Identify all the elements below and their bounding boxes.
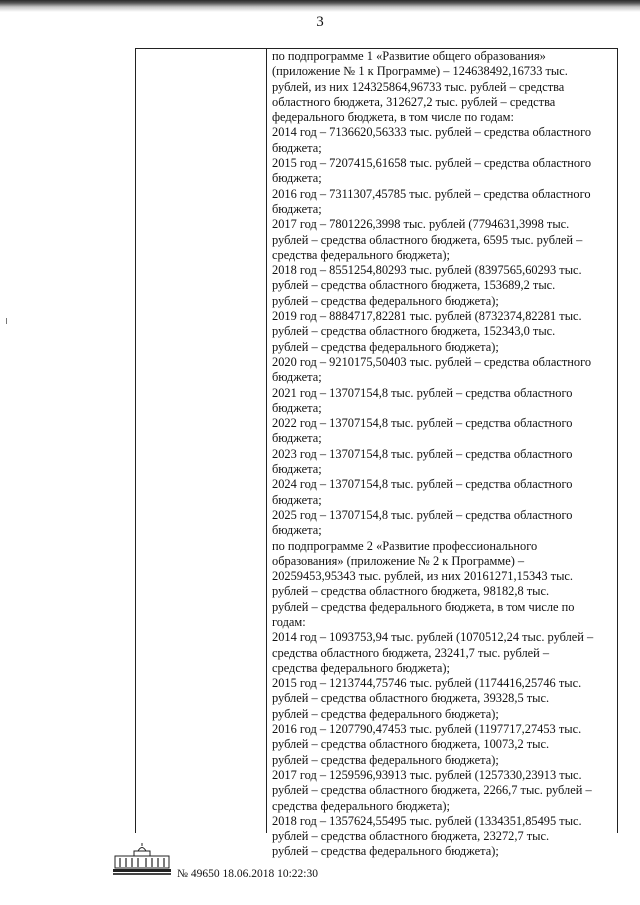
text-line: по подпрограмме 1 «Развитие общего образования» [272, 49, 546, 63]
text-line: 2022 год – 13707154,8 тыс. рублей – средства областного [272, 416, 573, 431]
text-line: 2014 год – 7136620,56333 тыс. рублей – средства областного [272, 125, 592, 140]
text-line: федерального бюджета, в том числе по годам: [272, 110, 514, 125]
text-line: 2021 год – 13707154,8 тыс. рублей – средства областного [272, 385, 573, 400]
text-line: по подпрограмме 2 «Развитие профессионального [272, 538, 538, 553]
government-building-stamp-icon [112, 842, 172, 876]
text-line: 2020 год – 9210175,50403 тыс. рублей – средства областного [272, 354, 592, 369]
text-line: рублей – средства областного бюджета, 23272,7 тыс. [272, 829, 550, 844]
text-line: рублей, из них 124325864,96733 тыс. рублей – средства [272, 79, 565, 94]
text-line: 2018 год – 8551254,80293 тыс. рублей (8397565,60293 тыс. [272, 263, 582, 278]
text-line: 2014 год – 1093753,94 тыс. рублей (1070512,24 тыс. рублей – [272, 630, 594, 645]
text-line: рублей – средства областного бюджета, 153689,2 тыс. [272, 278, 556, 293]
text-line: 20259453,95343 тыс. рублей, из них 20161271,15343 тыс. [272, 569, 573, 584]
text-line: 2019 год – 8884717,82281 тыс. рублей (8732374,82281 тыс. [272, 309, 582, 324]
text-line: рублей – средства областного бюджета, 10073,2 тыс. [272, 737, 550, 752]
text-line: бюджета; [272, 370, 322, 385]
table-column-divider [266, 48, 267, 833]
text-line: рублей – средства федерального бюджета); [272, 752, 499, 767]
text-line: рублей – средства федерального бюджета); [272, 706, 499, 721]
text-line: рублей – средства федерального бюджета); [272, 844, 499, 859]
text-line: 2024 год – 13707154,8 тыс. рублей – средства областного [272, 477, 573, 492]
text-line: бюджета; [272, 171, 322, 186]
scan-top-edge [0, 0, 640, 12]
text-line: бюджета; [272, 201, 322, 216]
text-line: рублей – средства областного бюджета, 2266,7 тыс. рублей – [272, 783, 592, 798]
text-line: рублей – средства федерального бюджета); [272, 339, 499, 354]
page-number: 3 [316, 14, 324, 30]
text-line: рублей – средства областного бюджета, 152343,0 тыс. [272, 324, 556, 339]
text-line: рублей – средства областного бюджета, 6595 тыс. рублей – [272, 232, 583, 247]
text-line: средства федерального бюджета); [272, 798, 450, 813]
text-line: рублей – средства областного бюджета, 98182,8 тыс. [272, 584, 550, 599]
text-line: 2018 год – 1357624,55495 тыс. рублей (1334351,85495 тыс. [272, 813, 582, 828]
scan-mark [6, 318, 7, 324]
table-cell-content [272, 49, 614, 860]
text-line: 2015 год – 7207415,61658 тыс. рублей – средства областного [272, 156, 592, 171]
text-line: бюджета; [272, 523, 322, 538]
text-line: бюджета; [272, 400, 322, 415]
text-line: 2015 год – 1213744,75746 тыс. рублей (1174416,25746 тыс. [272, 676, 582, 691]
text-line: бюджета; [272, 431, 322, 446]
text-line: годам: [272, 614, 306, 629]
text-line: областного бюджета, 312627,2 тыс. рублей – средства [272, 94, 556, 109]
text-line: 2025 год – 13707154,8 тыс. рублей – средства областного [272, 507, 573, 522]
text-line: бюджета; [272, 462, 322, 477]
text-line: рублей – средства областного бюджета, 39328,5 тыс. [272, 691, 550, 706]
text-line: бюджета; [272, 492, 322, 507]
text-line: бюджета; [272, 140, 322, 155]
text-line: средства областного бюджета, 23241,7 тыс. рублей – [272, 645, 550, 660]
text-line: 2016 год – 7311307,45785 тыс. рублей – средства областного [272, 186, 591, 201]
text-line: средства федерального бюджета); [272, 247, 450, 262]
text-line: средства федерального бюджета); [272, 660, 450, 675]
text-line: рублей – средства федерального бюджета, в том числе по [272, 599, 575, 614]
text-line: рублей – средства федерального бюджета); [272, 293, 499, 308]
text-line: 2016 год – 1207790,47453 тыс. рублей (1197717,27453 тыс. [272, 722, 582, 737]
text-line: образования» (приложение № 2 к Программе) – [272, 553, 525, 568]
text-line: 2023 год – 13707154,8 тыс. рублей – средства областного [272, 446, 573, 461]
text-line: (приложение № 1 к Программе) – 124638492,16733 тыс. [272, 64, 568, 79]
text-line: 2017 год – 7801226,3998 тыс. рублей (7794631,3998 тыс. [272, 217, 570, 232]
text-line: 2017 год – 1259596,93913 тыс. рублей (1257330,23913 тыс. [272, 767, 582, 782]
registration-stamp: № 49650 18.06.2018 10:22:30 [177, 868, 318, 880]
